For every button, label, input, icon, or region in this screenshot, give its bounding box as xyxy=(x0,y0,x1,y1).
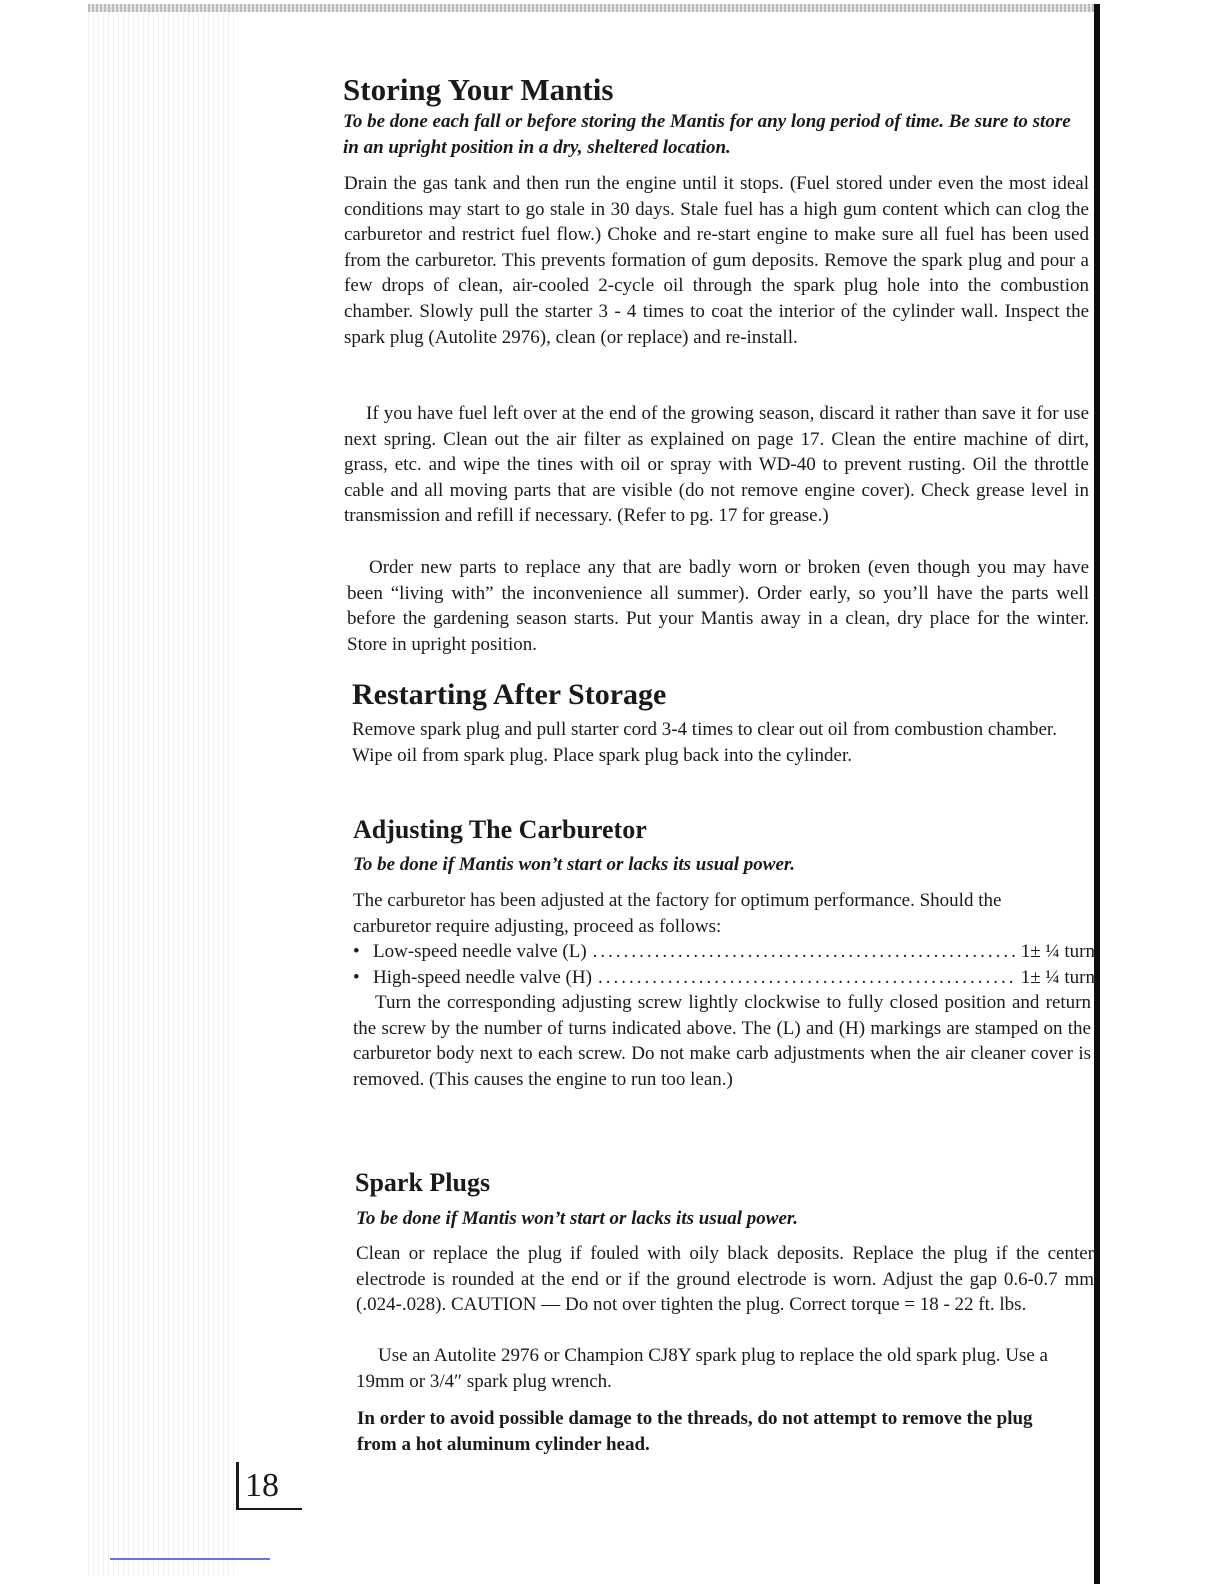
setting-value: 1± ¼ turn xyxy=(1020,941,1095,962)
setting-value: 1± ¼ turn xyxy=(1020,966,1095,988)
spark-plugs-heading: Spark Plugs xyxy=(355,1168,491,1197)
carburetor-settings-list xyxy=(353,939,1095,990)
carburetor-instructions: Turn the corresponding adjusting screw lightly clockwise to fully closed position and return the screw by the number of turns indicated above. The (L) and (H) markings are stamped on the carburetor body next to each screw. Do not make carb adjustments when the air cleaner cover is removed. (This causes the engine to run too lean.) xyxy=(353,992,1091,1090)
bullet: • xyxy=(353,966,360,988)
leader-dots xyxy=(598,965,1015,991)
spark-plugs-paragraph: Use an Autolite 2976 or Champion CJ8Y spark plug to replace the old spark plug. Use a 19mm or 3/4″ spark plug wrench. xyxy=(356,1345,1048,1392)
carburetor-subheading: To be done if Mantis won’t start or lacks its usual power. xyxy=(353,854,796,875)
storing-paragraph: If you have fuel left over at the end of the growing season, discard it rather than save it for use next spring. Clean out the air filter as explained on page 17. Clean the entire machine of dirt, grass, etc. and wipe the tines with oil or spray with WD-40 to prevent rusting. Oil the throttle cable and all moving parts that are visible (do not remove engine cover). Check grease level in transmission and refill if necessary. (Refer to pg. 17 for grease.) xyxy=(344,403,1089,527)
setting-label: Low-speed needle valve (L) xyxy=(373,941,587,962)
storing-heading: Storing Your Mantis xyxy=(343,72,614,107)
list-item xyxy=(353,939,1095,965)
setting-label: High-speed needle valve (H) xyxy=(373,966,592,988)
storing-paragraph: Order new parts to replace any that are badly worn or broken (even though you may have been “living with” the inconvenience all summer). Order early, so you’ll have the parts well before the gardening season starts. Put your Mantis away in a clean, dry place for the winter. Store in upright position. xyxy=(347,557,1089,655)
storing-subheading: To be done each fall or before storing the Mantis for any long period of time. Be sure to store in an upright position in a dry, sheltered location. xyxy=(343,111,1071,158)
spark-plugs-paragraph: Clean or replace the plug if fouled with oily black deposits. Replace the plug if the center electrode is rounded at the end or if the ground electrode is worn. Adjust the gap 0.6-0.7 mm (.024-.028). CAUTION — Do not over tighten the plug. Correct torque = 18 - 22 ft. lbs. xyxy=(356,1243,1094,1316)
spark-plugs-warning: In order to avoid possible damage to the threads, do not attempt to remove the plug from a hot aluminum cylinder head. xyxy=(357,1408,1033,1455)
storing-paragraph: Drain the gas tank and then run the engine until it stops. (Fuel stored under even the most ideal conditions may start to go stale in 30 days. Stale fuel has a high gum content which can clog the carburetor and restrict fuel flow.) Choke and re-start engine to make sure all fuel has been used from the carburetor. This prevents formation of gum deposits. Remove the spark plug and pour a few drops of clean, air-cooled 2-cycle oil through the spark plug hole into the combustion chamber. Slowly pull the starter 3 - 4 times to coat the interior of the cylinder wall. Inspect the spark plug (Autolite 2976), clean (or replace) and re-install. xyxy=(344,173,1089,348)
carburetor-heading: Adjusting The Carburetor xyxy=(353,815,647,844)
spark-plugs-subheading: To be done if Mantis won’t start or lacks its usual power. xyxy=(356,1208,799,1229)
bullet: • xyxy=(353,941,360,962)
page-number: 18 xyxy=(236,1462,302,1510)
leader-dots xyxy=(593,939,1015,965)
list-item xyxy=(353,965,1095,991)
carburetor-intro: The carburetor has been adjusted at the factory for optimum performance. Should the carburetor require adjusting, proceed as follows: xyxy=(353,890,1002,937)
restarting-heading: Restarting After Storage xyxy=(352,678,667,711)
bottom-rule xyxy=(110,1558,270,1560)
restarting-text: Remove spark plug and pull starter cord 3-4 times to clear out oil from combustion chamber. Wipe oil from spark plug. Place spark plug back into the cylinder. xyxy=(352,719,1057,766)
